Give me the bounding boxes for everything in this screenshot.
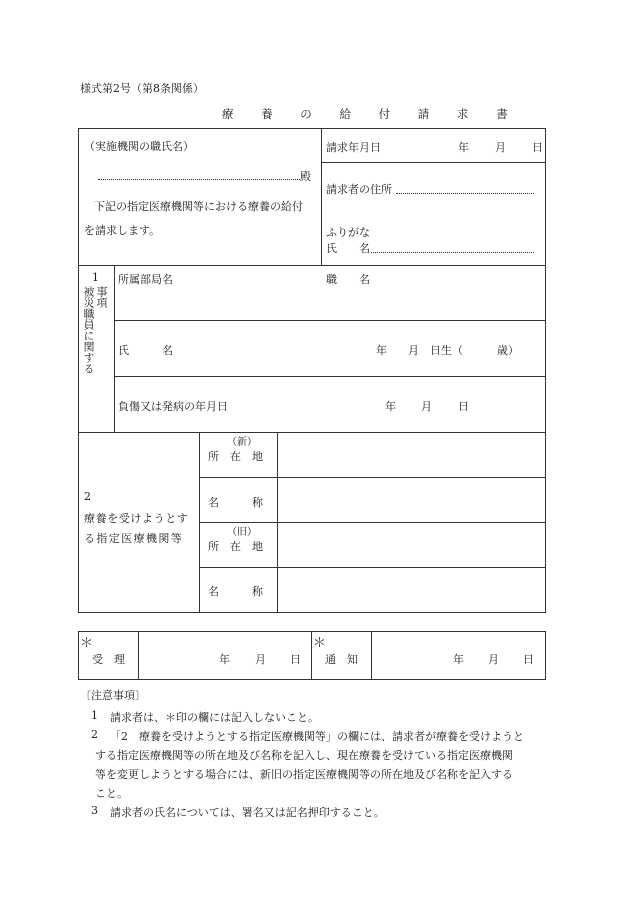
requester-name-label: 氏 名: [326, 242, 370, 255]
section1-row-line2: [114, 376, 546, 377]
receipt-year: 年: [219, 653, 230, 666]
notes-heading: 〔注意事項〕: [80, 689, 146, 702]
section2-row-line3: [199, 567, 546, 568]
requester-address-field[interactable]: [396, 193, 534, 194]
old-location-label: 所 在 地: [208, 540, 263, 553]
notify-day: 日: [523, 653, 534, 666]
note3-text: 請求者の氏名については、署名又は記名押印すること。: [110, 806, 385, 819]
note1-text: 請求者は、＊印の欄には記入しないこと。: [110, 711, 319, 724]
old-tag: （旧）: [227, 527, 257, 538]
request-text-line1: 下記の指定医療機関等における療養の給付: [94, 200, 303, 213]
request-date-month: 月: [495, 141, 506, 154]
section1-row-line1: [114, 320, 546, 321]
injury-year: 年: [385, 400, 396, 413]
section1-label-divider: [114, 265, 115, 432]
addressee-label: （実施機関の職氏名）: [84, 140, 194, 153]
notify-label: 通 知: [325, 653, 358, 666]
section2-number: 2: [84, 490, 91, 503]
request-date-label: 請求年月日: [326, 141, 381, 154]
job-title-label: 職 名: [326, 273, 370, 286]
header-date-row-line: [321, 162, 546, 163]
new-name-label: 名 称: [208, 496, 263, 509]
requester-address-label: 請求者の住所: [326, 183, 392, 196]
note2-line4: こと。: [95, 787, 128, 800]
section1-top-line: [78, 265, 546, 266]
new-location-label: 所 在 地: [208, 450, 263, 463]
office-use-table: [78, 631, 546, 680]
notify-month: 月: [488, 653, 499, 666]
receipt-month: 月: [255, 653, 266, 666]
injury-day: 日: [458, 400, 469, 413]
new-tag: （新）: [227, 437, 257, 448]
notify-year: 年: [453, 653, 464, 666]
request-date-year: 年: [458, 141, 469, 154]
injury-month: 月: [421, 400, 432, 413]
form-number: 様式第2号（第8条関係）: [80, 82, 204, 95]
requester-name-field[interactable]: [371, 252, 534, 253]
section2-row-line1: [199, 477, 546, 478]
dono-text: 殿: [300, 170, 311, 183]
section1-number: 1: [92, 271, 99, 284]
request-text-line2: を請求します。: [84, 224, 161, 237]
document-title: 療 養 の 給 付 請 求 書: [222, 107, 520, 121]
note2-line1: 「2 療養を受けようとする指定医療機関等」の欄には、請求者が療養を受けようと: [110, 730, 524, 743]
section1-label-b: 事項: [95, 286, 108, 308]
addressee-line[interactable]: [98, 179, 300, 180]
section1-label-a: 被災職員に関する: [82, 286, 95, 374]
old-name-label: 名 称: [208, 585, 263, 598]
office-divider3: [371, 631, 372, 680]
section2-label-line2: る指定医療機関等: [84, 532, 184, 545]
receipt-day: 日: [290, 653, 301, 666]
employee-name-label: 氏 名: [118, 344, 173, 357]
notify-asterisk: ＊: [313, 636, 327, 651]
birth-day-label: 日生（: [430, 344, 463, 357]
injury-date-label: 負傷又は発病の年月日: [118, 400, 228, 413]
birth-month: 月: [408, 344, 419, 357]
office-divider1: [138, 631, 139, 680]
note3-number: 3: [91, 804, 98, 817]
header-divider: [321, 128, 322, 265]
receipt-label: 受 理: [92, 653, 125, 666]
note2-line2: する指定医療機関等の所在地及び名称を記入し、現在療養を受けている指定医療機関: [95, 749, 513, 762]
note2-number: 2: [91, 728, 98, 741]
request-date-day: 日: [532, 141, 543, 154]
receipt-asterisk: ＊: [80, 636, 94, 651]
note2-line3: 等を変更しようとする場合には、新旧の指定医療機関等の所在地及び名称を記入する: [95, 768, 513, 781]
note1-number: 1: [91, 709, 98, 722]
furigana-label: ふりがな: [326, 226, 370, 239]
birth-year: 年: [376, 344, 387, 357]
dept-label: 所属部局名: [118, 273, 173, 286]
age-label: 歳）: [497, 344, 519, 357]
section2-label-line1: 療養を受けようとす: [84, 512, 189, 525]
office-divider2: [311, 631, 312, 680]
section2-top-line: [78, 432, 546, 433]
